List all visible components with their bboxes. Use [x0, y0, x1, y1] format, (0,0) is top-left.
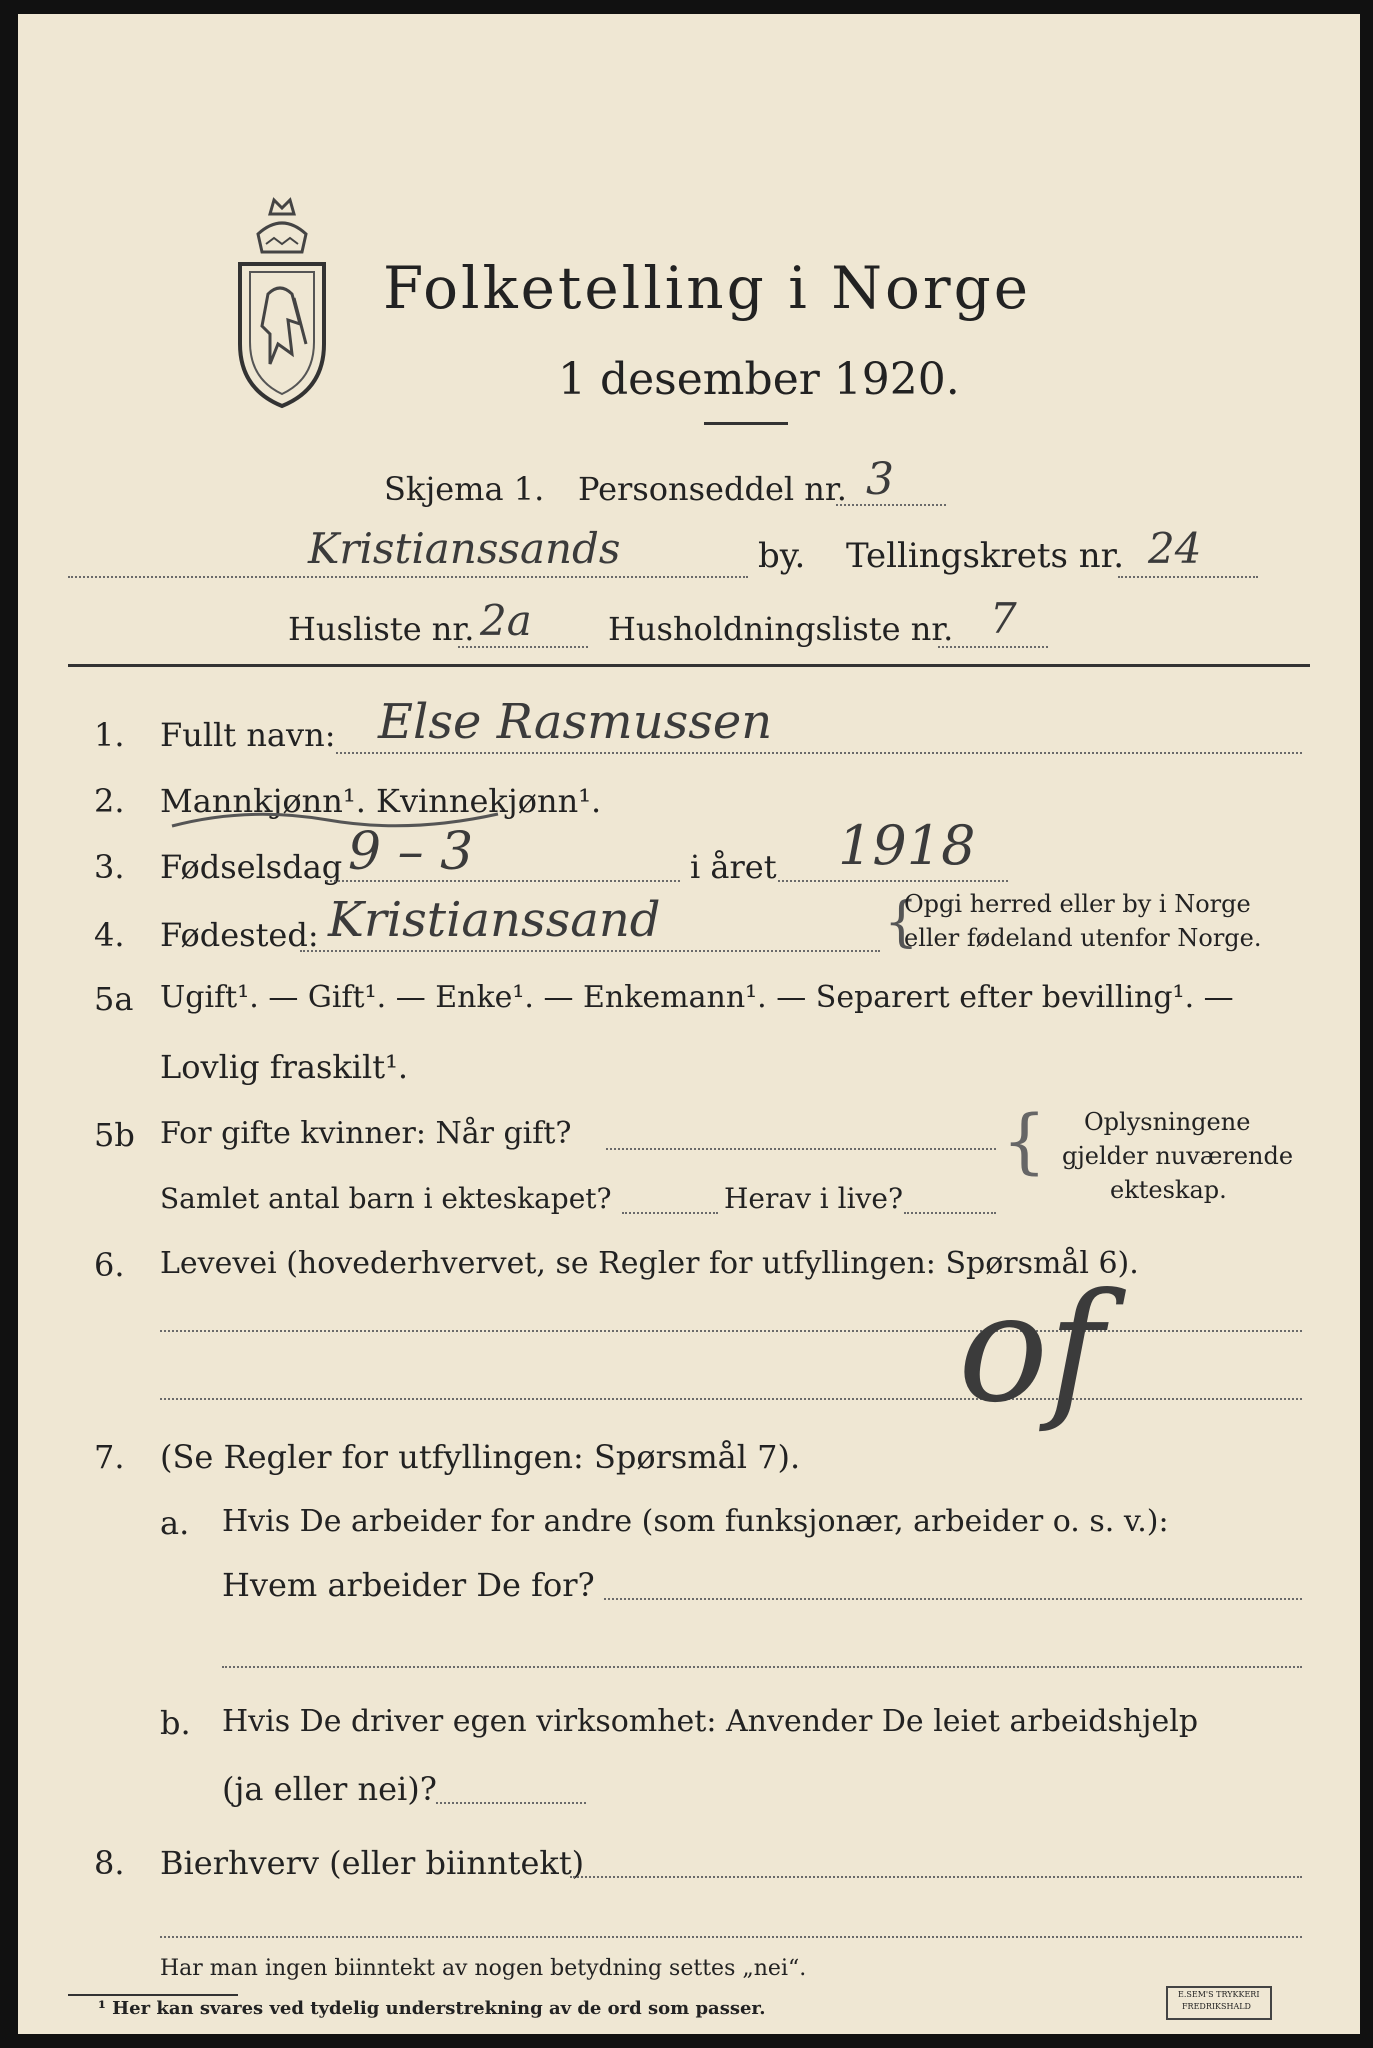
q4-value[interactable]: Kristianssand — [328, 892, 661, 948]
q3-year-label: i året — [690, 848, 777, 886]
q8-line-1 — [570, 1876, 1302, 1878]
city-suffix: by. — [758, 536, 806, 576]
q7b-line-2: (ja eller nei)? — [222, 1770, 437, 1808]
q8-number: 8. — [94, 1844, 125, 1882]
q6-line-2 — [160, 1398, 1302, 1400]
q5b-number: 5b — [94, 1116, 135, 1154]
q1-label: Fullt navn: — [160, 716, 336, 754]
census-form — [18, 14, 1360, 2034]
q5a-line-2: Lovlig fraskilt¹. — [160, 1048, 409, 1086]
q5b-line-3 — [904, 1212, 996, 1214]
q5a-line-1: Ugift¹. — Gift¹. — Enke¹. — Enkemann¹. — Separert efter bevilling¹. — — [160, 980, 1234, 1015]
q5b-line-1 — [606, 1148, 996, 1150]
q7a-line-answer-2 — [222, 1666, 1302, 1668]
q6-mark[interactable]: of — [958, 1262, 1104, 1436]
stamp-line-1: E.SEM'S TRYKKERI — [1178, 1990, 1260, 1999]
footer-note: Har man ingen biinntekt av nogen betydning settes „nei“. — [160, 1956, 807, 1981]
title-divider — [704, 422, 788, 425]
q3-year-value[interactable]: 1918 — [838, 814, 976, 877]
q8-label: Bierhverv (eller biinntekt) — [160, 1844, 585, 1882]
tellingskrets-line — [1118, 576, 1258, 578]
q5b-brace-icon: { — [1002, 1100, 1047, 1182]
q7b-line-answer — [436, 1802, 586, 1804]
stamp-line-2: FREDRIKSHALD — [1182, 2002, 1251, 2011]
q4-number: 4. — [94, 916, 125, 954]
husholdning-value[interactable]: 7 — [990, 594, 1017, 643]
personseddel-value[interactable]: 3 — [866, 454, 894, 505]
printer-stamp — [1166, 1986, 1272, 2020]
husholdning-label: Husholdningsliste nr. — [608, 610, 954, 648]
census-date: 1 desember 1920. — [558, 354, 960, 405]
q4-note-1: Opgi herred eller by i Norge — [904, 890, 1251, 918]
q2-number: 2. — [94, 782, 125, 820]
form-title: Folketelling i Norge — [383, 254, 1032, 322]
q2-label: Mannkjønn¹. Kvinnekjønn¹. — [160, 782, 602, 820]
q5b-note-3: ekteskap. — [1110, 1176, 1227, 1204]
footnote-rule — [68, 1994, 238, 1996]
q3-value[interactable]: 9 – 3 — [348, 822, 474, 882]
q4-brace-icon: { — [884, 890, 919, 953]
norway-coat-of-arms-icon — [230, 194, 334, 414]
q1-value[interactable]: Else Rasmussen — [378, 694, 773, 750]
q3-number: 3. — [94, 848, 125, 886]
schema-label: Skjema 1. — [384, 470, 545, 508]
q7a-letter: a. — [160, 1504, 190, 1542]
husholdning-line — [938, 646, 1048, 648]
q5b-line-2 — [622, 1212, 718, 1214]
q1-number: 1. — [94, 716, 125, 754]
husliste-label: Husliste nr. — [288, 610, 475, 648]
q6-number: 6. — [94, 1246, 125, 1284]
q5b-label-2: Samlet antal barn i ekteskapet? — [160, 1182, 612, 1215]
q7b-letter: b. — [160, 1704, 191, 1742]
q5b-label-3: Herav i live? — [724, 1182, 903, 1215]
husliste-line — [458, 646, 588, 648]
q7a-line-1: Hvis De arbeider for andre (som funksjonær, arbeider o. s. v.): — [222, 1504, 1169, 1539]
q5a-number: 5a — [94, 980, 134, 1018]
q7-label: (Se Regler for utfyllingen: Spørsmål 7). — [160, 1438, 801, 1476]
q6-line-1 — [160, 1330, 1302, 1332]
city-value[interactable]: Kristianssands — [308, 524, 621, 573]
footnote: ¹ Her kan svares ved tydelig understrekning av de ord som passer. — [98, 1998, 766, 2019]
q5b-note-1: Oplysningene — [1084, 1108, 1251, 1136]
q4-label: Fødested: — [160, 916, 319, 954]
q7a-line-answer — [604, 1598, 1302, 1600]
personseddel-line — [836, 504, 946, 506]
q3-label: Fødselsdag — [160, 848, 343, 886]
personseddel-label: Personseddel nr. — [578, 470, 847, 508]
q3-year-line — [778, 880, 1008, 882]
tellingskrets-value[interactable]: 24 — [1148, 524, 1202, 573]
q5b-note-2: gjelder nuværende — [1062, 1142, 1294, 1170]
q1-line — [336, 752, 1302, 754]
tellingskrets-label: Tellingskrets nr. — [846, 536, 1125, 576]
husliste-value[interactable]: 2a — [480, 596, 532, 645]
q5b-label-1: For gifte kvinner: Når gift? — [160, 1116, 572, 1151]
q3-line — [326, 880, 680, 882]
q7a-line-2: Hvem arbeider De for? — [222, 1566, 595, 1604]
q4-line — [300, 950, 880, 952]
q7-number: 7. — [94, 1438, 125, 1476]
q4-note-2: eller fødeland utenfor Norge. — [904, 924, 1262, 952]
q8-line-2 — [160, 1936, 1302, 1938]
city-line — [68, 576, 748, 578]
header-rule — [68, 664, 1310, 667]
q6-label: Levevei (hovederhvervet, se Regler for utfyllingen: Spørsmål 6). — [160, 1246, 1139, 1281]
q7b-line-1: Hvis De driver egen virksomhet: Anvender De leiet arbeidshjelp — [222, 1704, 1199, 1739]
